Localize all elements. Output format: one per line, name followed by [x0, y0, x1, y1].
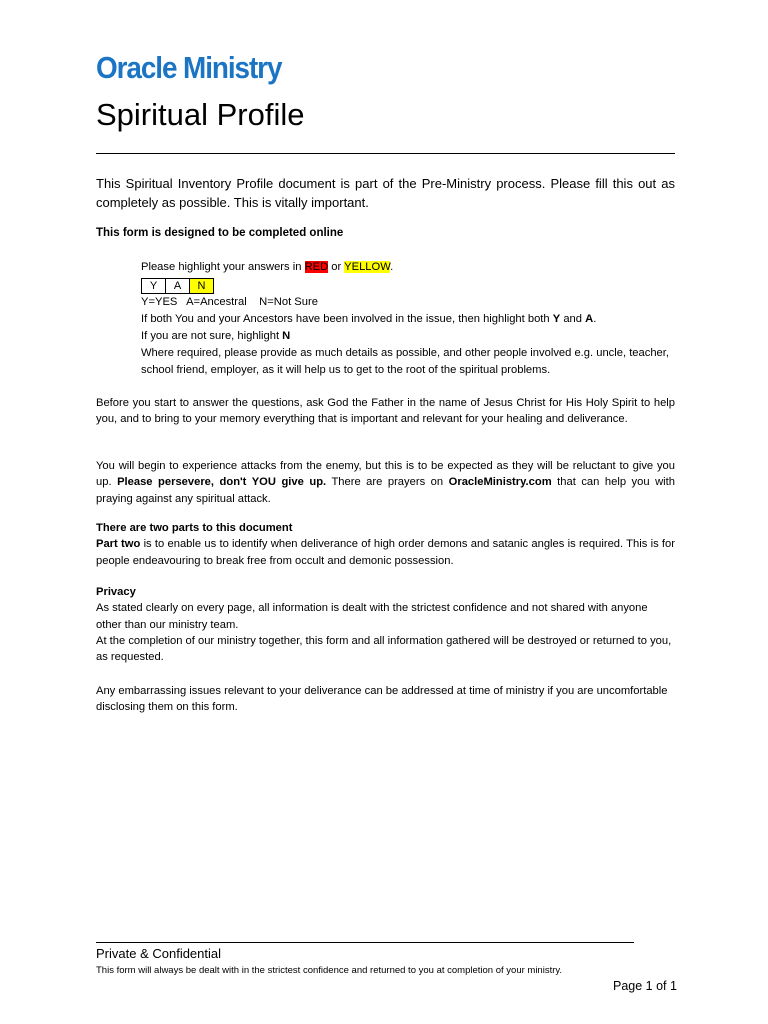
- both-instruction: [141, 311, 681, 328]
- parts-section: [96, 520, 675, 569]
- before-paragraph: Before you start to answer the questions, ask God the Father in the name of Jesus Christ for His Holy Spirit to help you, and to bring to your memory everything that is important and relevant for your healing and deliverance.: [96, 397, 675, 426]
- yan-cell-y[interactable]: Y: [142, 279, 166, 294]
- both-end: .: [593, 313, 597, 325]
- page-number: Page 1 of 1: [613, 979, 677, 993]
- yan-answer-table: [141, 278, 214, 294]
- intro-paragraph: This Spiritual Inventory Profile document is part of the Pre-Ministry process. Please fill this out as completely as possible. This is vitally important.: [96, 176, 675, 210]
- yan-legend: Y=YES A=Ancestral N=Not Sure: [141, 296, 318, 308]
- yan-cell-a[interactable]: A: [166, 279, 190, 294]
- oracle-ministry-link[interactable]: OracleMinistry.com: [448, 476, 552, 489]
- attacks-mid: There are prayers on: [326, 476, 449, 489]
- instructions-block: [141, 259, 681, 379]
- highlight-prefix: Please highlight your answers in: [141, 261, 305, 273]
- both-prefix: If both You and your Ancestors have been involved in the issue, then highlight both: [141, 313, 553, 325]
- attacks-post: that can help you with praying against any spiritual attack.: [96, 476, 675, 505]
- red-highlight-label: RED: [304, 261, 329, 273]
- not-sure-n: N: [282, 330, 291, 342]
- yellow-highlight-label: YELLOW: [344, 261, 391, 273]
- not-sure-prefix: If you are not sure, highlight: [141, 330, 283, 342]
- attacks-pre: You will begin to experience attacks from the enemy, but this is to be expected as they will be reluctant to give you up.: [96, 460, 675, 489]
- part-two-paragraph: [96, 536, 675, 569]
- both-y: Y: [552, 313, 561, 325]
- page-title: Spiritual Profile: [96, 97, 305, 132]
- title-divider: [96, 153, 675, 154]
- details-line-1: Where required, please provide as much details as possible, and other people involved e.g. uncle, teacher,: [141, 347, 669, 359]
- online-note: This form is designed to be completed online: [96, 227, 344, 239]
- privacy-section: [96, 584, 675, 665]
- footer-divider: [96, 942, 634, 943]
- both-and: and: [560, 313, 586, 325]
- attacks-paragraph: [96, 458, 675, 507]
- brand-logo: Oracle Ministry: [96, 50, 282, 85]
- privacy-line-2: At the completion of our ministry together, this form and all information gathered will be destroyed or returned to you, as requested.: [96, 634, 672, 664]
- privacy-line-1: As stated clearly on every page, all information is dealt with the strictest confidence and not shared with anyone other than our ministry team.: [96, 602, 648, 631]
- period: .: [390, 261, 394, 273]
- details-line-2: school friend, employer, as it will help us to get to the root of the spiritual problems.: [141, 364, 551, 376]
- not-sure-instruction: [141, 328, 681, 345]
- embarrassing-paragraph: Any embarrassing issues relevant to your deliverance can be addressed at time of ministry if you are uncomfortable disclosing them on this form.: [96, 685, 668, 714]
- yan-cell-n[interactable]: N: [190, 279, 214, 294]
- both-a: A: [585, 313, 594, 325]
- part-two-label: Part two: [96, 538, 141, 551]
- part-two-text: is to enable us to identify when deliverance of high order demons and satanic angles is required. This is for people endeavouring to break free from occult and demonic possession.: [96, 538, 675, 567]
- parts-heading: There are two parts to this document: [96, 522, 293, 534]
- footer-note: This form will always be dealt with in the strictest confidence and returned to you at completion of your ministry.: [96, 965, 563, 976]
- footer-title: Private & Confidential: [96, 946, 222, 961]
- persevere-text: Please persevere, don't YOU give up.: [117, 476, 327, 489]
- or-text: or: [328, 261, 345, 273]
- highlight-instruction: [141, 259, 681, 276]
- privacy-heading: Privacy: [96, 586, 136, 598]
